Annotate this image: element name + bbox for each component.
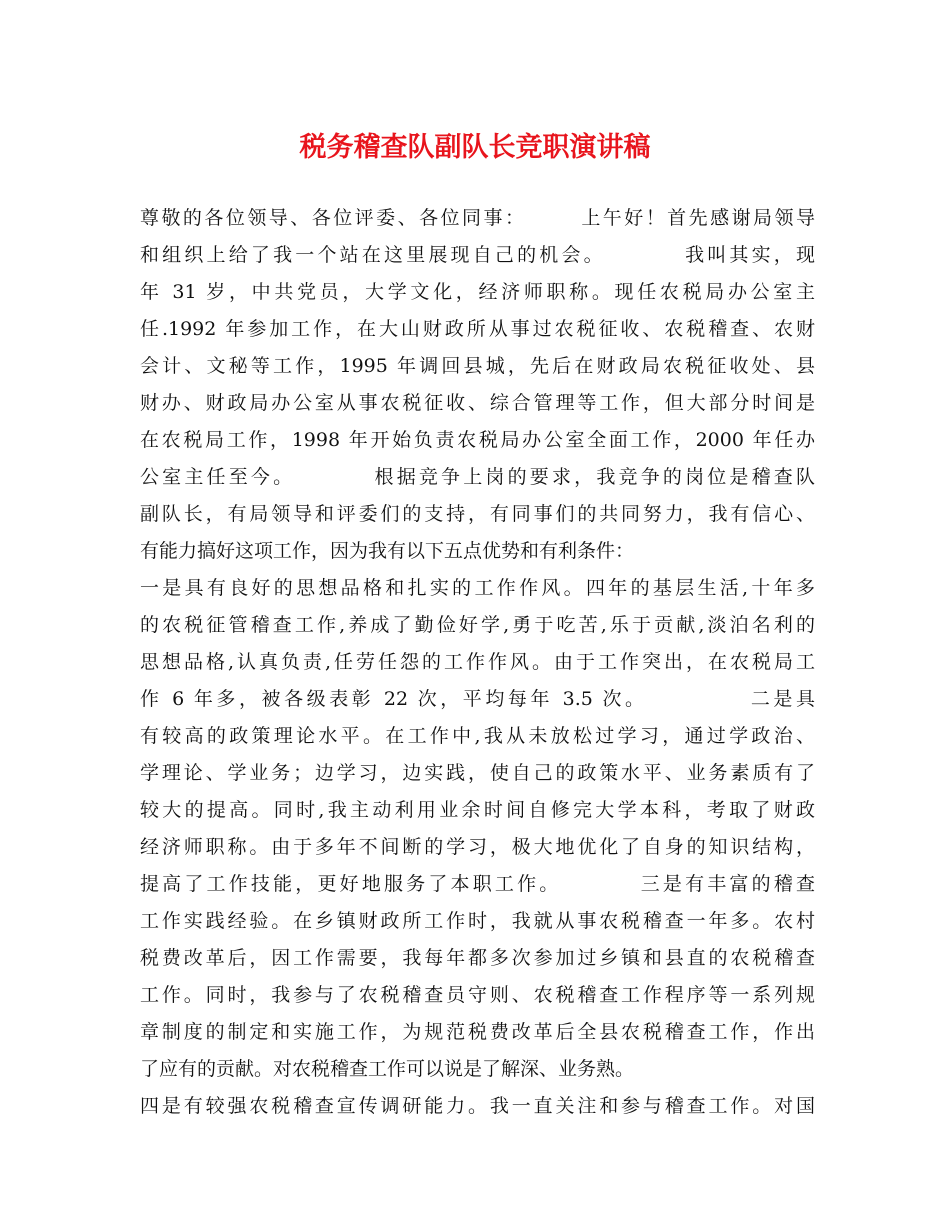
document-body xyxy=(140,200,815,1125)
body-line: 较大的提高。同时,我主动利用业余时间自修完大学本科，考取了财政 xyxy=(140,799,815,821)
body-line: 了应有的贡献。对农税稽查工作可以说是了解深、业务熟。 xyxy=(140,1058,635,1080)
body-line: 的农税征管稽查工作,养成了勤俭好学,勇于吃苦,乐于贡献,淡泊名利的 xyxy=(140,614,815,636)
body-line: 副队长，有局领导和评委们的支持，有同事们的共同努力，我有信心、 xyxy=(140,503,815,525)
body-line: 作 6 年多，被各级表彰 22 次，平均每年 3.5 次。 二是具 xyxy=(140,688,815,710)
body-line: 在农税局工作，1998 年开始负责农税局办公室全面工作，2000 年任办 xyxy=(140,429,815,451)
body-line: 学理论、学业务；边学习，边实践，使自己的政策水平、业务素质有了 xyxy=(140,762,815,784)
body-line: 有能力搞好这项工作，因为我有以下五点优势和有利条件： xyxy=(140,540,635,562)
body-line: 和组织上给了我一个站在这里展现自己的机会。 我叫其实，现 xyxy=(140,244,815,266)
body-line: 税费改革后，因工作需要，我每年都多次参加过乡镇和县直的农税稽查 xyxy=(140,947,815,969)
body-line: 工作实践经验。在乡镇财政所工作时，我就从事农税稽查一年多。农村 xyxy=(140,910,815,932)
body-line: 提高了工作技能，更好地服务了本职工作。 三是有丰富的稽查 xyxy=(140,873,815,895)
body-line: 工作。同时，我参与了农税稽查员守则、农税稽查工作程序等一系列规 xyxy=(140,984,815,1006)
body-line: 四是有较强农税稽查宣传调研能力。我一直关注和参与稽查工作。对国 xyxy=(140,1095,815,1117)
document-title: 税务稽查队副队长竞职演讲稿 xyxy=(299,132,651,163)
body-line: 财办、财政局办公室从事农税征收、综合管理等工作，但大部分时间是 xyxy=(140,392,815,414)
body-line: 一是具有良好的思想品格和扎实的工作作风。四年的基层生活,十年多 xyxy=(140,577,815,599)
body-line: 有较高的政策理论水平。在工作中,我从未放松过学习，通过学政治、 xyxy=(140,725,815,747)
body-line: 思想品格,认真负责,任劳任怨的工作作风。由于工作突出，在农税局工 xyxy=(140,651,815,673)
body-line: 年 31 岁，中共党员，大学文化，经济师职称。现任农税局办公室主 xyxy=(140,281,815,303)
body-line: 尊敬的各位领导、各位评委、各位同事： 上午好！首先感谢局领导 xyxy=(140,207,815,229)
body-line: 会计、文秘等工作，1995 年调回县城，先后在财政局农税征收处、县 xyxy=(140,355,815,377)
body-line: 章制度的制定和实施工作，为规范税费改革后全县农税稽查工作，作出 xyxy=(140,1021,815,1043)
body-line: 公室主任至今。 根据竞争上岗的要求，我竞争的岗位是稽查队 xyxy=(140,466,815,488)
body-line: 任.1992 年参加工作，在大山财政所从事过农税征收、农税稽查、农财 xyxy=(140,318,815,340)
body-line: 经济师职称。由于多年不间断的学习，极大地优化了自身的知识结构， xyxy=(140,836,815,858)
